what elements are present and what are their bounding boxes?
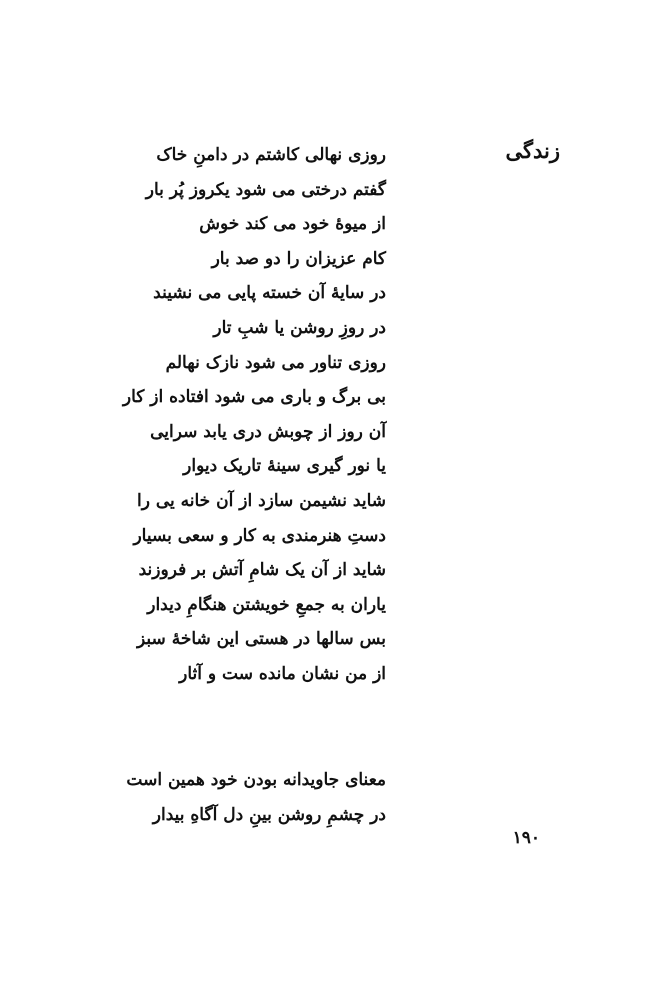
- poem-verse: بی برگ و باری می شود افتاده از کار: [122, 387, 386, 408]
- poem-verse: یا نور گیری سینهٔ تاریک دیوار: [183, 456, 386, 477]
- poem-verse: روزی نهالی کاشتم در دامنِ خاک: [156, 145, 386, 165]
- poem-verse: آن روز از چوبش دری یابد سرایی: [150, 421, 386, 442]
- poem-stanza-main: [123, 138, 386, 692]
- poem-stanza-final: [126, 763, 386, 832]
- poem-verse: دستِ هنرمندی به کار و سعی بسیار: [133, 525, 386, 546]
- poem-title: زندگی: [505, 138, 560, 163]
- poem-verse: روزی تناور می شود نازک نهالم: [165, 352, 386, 373]
- poem-verse: در سایهٔ آن خسته پایی می نشیند: [153, 283, 386, 304]
- poem-verse: بس سالها در هستی این شاخهٔ سبز: [137, 629, 386, 650]
- poem-verse: گفتم درختی می شود یکروز پُر بار: [145, 179, 386, 200]
- poem-verse: در چشمِ روشن بینِ دل آگاهِ بیدار: [152, 804, 386, 825]
- poem-verse: یاران به جمعِ خویشتن هنگامِ دیدار: [147, 594, 386, 615]
- poem-verse: شاید نشیمن سازد از آن خانه یی را: [136, 490, 386, 511]
- poem-verse: در روزِ روشن یا شبِ تار: [213, 317, 386, 338]
- poem-verse: از من نشان مانده ست و آثار: [179, 663, 386, 684]
- page-number: ۱۹۰: [512, 828, 540, 848]
- poem-verse: کام عزیزان را دو صد بار: [211, 248, 386, 269]
- poem-verse: معنای جاویدانه بودن خود همین است: [126, 770, 386, 790]
- poem-verse: از میوهٔ خود می کند خوش: [199, 214, 386, 235]
- poem-verse: شاید از آن یک شامِ آتش بر فروزند: [138, 560, 386, 581]
